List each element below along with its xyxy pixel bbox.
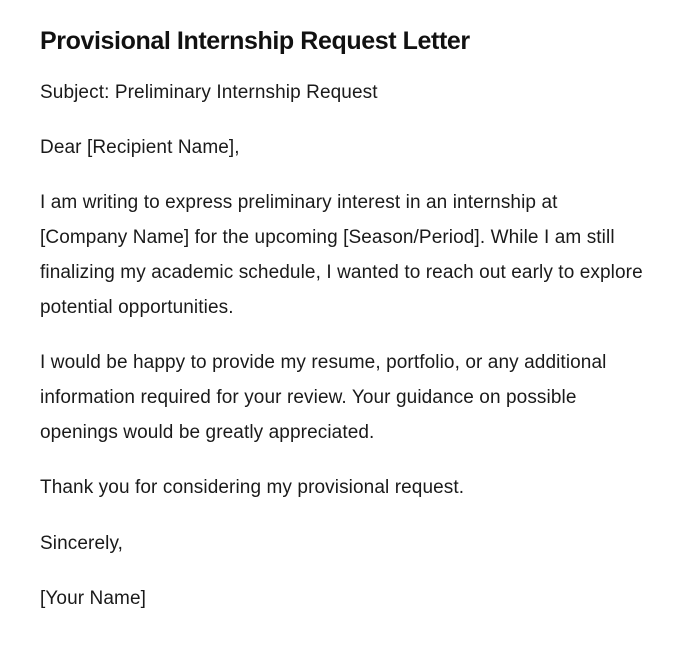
letter-closing: Sincerely, <box>40 533 124 554</box>
letter-greeting: Dear [Recipient Name], <box>40 137 240 158</box>
letter-signature: [Your Name] <box>40 588 147 609</box>
letter-subject: Subject: Preliminary Internship Request <box>40 82 378 103</box>
letter-title: Provisional Internship Request Letter <box>40 27 470 55</box>
letter-document <box>40 24 650 616</box>
letter-body-paragraph-1: I am writing to express preliminary interest in an internship at [Company Name] for the upcoming [Season/Period]. While I am still finalizing my academic schedule, I wanted to reach out early to explore potential opportunities. <box>40 192 643 318</box>
letter-thanks: Thank you for considering my provisional request. <box>40 477 465 498</box>
letter-body-paragraph-2: I would be happy to provide my resume, portfolio, or any additional information required for your review. Your guidance on possible openings would be greatly appreciated. <box>40 352 607 443</box>
